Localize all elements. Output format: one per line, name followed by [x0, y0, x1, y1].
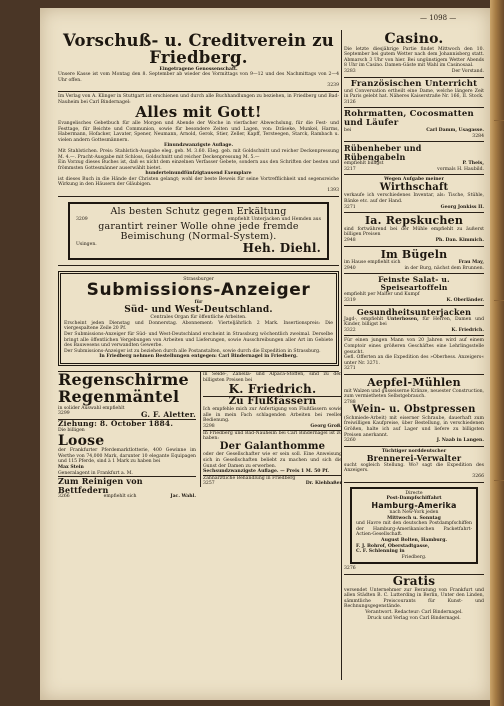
wirthschaft-title: Wirthschaft	[379, 181, 449, 193]
aletter-row	[58, 411, 196, 419]
gott-text3: Ein Vorzug dieses Buches ist, daß es nicht dem einzelnen Verfasser Gebete, sondern aus den Schriften der besten und frömmsten Gottesmänner auserwählt bietet.	[58, 160, 339, 171]
rohrmatten-name: Carl Damm, Usagasse.	[426, 128, 484, 134]
left-column	[58, 30, 342, 688]
repskuchen-row	[344, 238, 484, 244]
casino-ad	[344, 30, 484, 78]
regen-text: in Seide-, Zanella- und Alpaca-Stoffen, sind zu den billigsten Preisen bei	[203, 371, 342, 383]
gratis-footer: Verantwort. Redacteur: Carl Bindernagel.	[365, 610, 463, 616]
gott-bold2: hunderteinundfünfzigtausend Exemplare	[145, 171, 252, 177]
gott-num: 1393	[327, 188, 339, 194]
repskuchen-text: sind fortwährend bei der Mühle empfiehlt zu äußerst billigen Preisen	[344, 226, 484, 238]
diehl-city: Usingen.	[76, 242, 97, 248]
wirthschaft-pre: Wegen Aufgabe meiner	[384, 177, 444, 183]
gott-ad	[58, 92, 339, 197]
gesundheit-name: K. Friedrich.	[451, 327, 484, 333]
hamburg-text: nach New-York jeden	[389, 510, 439, 516]
aepfel-num: 2788	[344, 399, 356, 405]
friedrich-name: K. Friedrich.	[228, 382, 317, 397]
page-number: — 1098 —	[420, 14, 457, 22]
aletter-name: G. F. Aletter.	[141, 410, 196, 420]
aepfel-ad	[344, 375, 484, 447]
obstpressen-title: Wein- u. Obstpressen	[352, 404, 476, 416]
galant-title: Der Galanthomme	[219, 440, 326, 452]
brennerei-num: 3266	[472, 473, 484, 479]
brennerei-title: Brennerei-Verwalter	[366, 453, 462, 464]
brennerei-pre: Tüchtiger norddeutscher	[381, 448, 447, 454]
betten-row	[58, 494, 196, 500]
hamburg-box	[350, 487, 478, 565]
galant-intro: In Friedberg und Bad-Nauheim bei Carl Bindernagel ist zu haben:	[203, 430, 342, 442]
diehl-mid: empfiehlt Unterjacken und Hemden aus	[227, 216, 321, 222]
aepfel-title: Aepfel-Mühlen	[367, 375, 461, 389]
bottom-block	[58, 369, 342, 556]
hamburg-top: Directe	[405, 490, 423, 496]
hamburg-bold: Mittwoch u. Sonntag	[387, 515, 441, 521]
hamburg-ad	[344, 483, 484, 576]
repskuchen-pre: Ia.	[364, 214, 382, 228]
submissions-frame	[58, 271, 339, 366]
book-edge	[490, 0, 504, 706]
repskuchen-name: Ph. Dan. Kimmich.	[435, 237, 484, 243]
franz-title: Französischen Unterricht	[350, 78, 478, 89]
hamburg-title: Hamburg-Amerika	[371, 500, 457, 510]
fluss-title: Zu Flußfässern	[203, 396, 342, 408]
wirthschaft-row	[344, 205, 484, 211]
gesundheit-text2: für Herren, Damen und Kinder, billigst bei	[344, 316, 485, 328]
gratis-title: Gratis	[392, 574, 436, 589]
rohrmatten-num: 3284	[472, 133, 484, 139]
hamburg-num: 3276	[344, 566, 356, 572]
repskuchen-num: 2948	[344, 237, 356, 243]
aletter-num: 3299	[58, 411, 70, 417]
hamburg-loc: Friedberg.	[401, 554, 427, 560]
betten-text: empfiehlt sich	[103, 493, 137, 499]
obstpressen-name: J. Naab in Langen.	[436, 438, 484, 444]
bugeln-name: Frau May,	[458, 260, 484, 266]
bugeln-num: 2940	[344, 265, 356, 271]
vorschuss-num: 3239	[327, 83, 339, 89]
ruben-loc: vormals H. Haubild.	[437, 166, 484, 172]
ruben-num: 3217	[344, 166, 356, 172]
vorschuss-ad	[58, 30, 339, 92]
submissions-sub2: Süd- und West-Deutschland.	[124, 304, 273, 315]
wirthschaft-text: verkaufe ich verschiedenes Inventar, als: Tische, Stühle, Bänke etc. auf der Hand.	[344, 193, 484, 205]
edge-line	[494, 300, 504, 301]
rohrmatten-title: Rohrmatten, Cocosmatten und Läufer	[344, 109, 474, 129]
submissions-agent: In Friedberg nehmen Bestellungen entgegen: Carl Bindernagel in Friedberg.	[99, 354, 298, 360]
gott-text2: Mit Stahlstichen. Preis: Stahlstich-Ausgabe eleg. geb. M. 3.60. Eleg. geb. mit Goldschnitt und reicher Deckenpressung M. 4.—. Pracht-Ausgabe mit Schloss, Goldschnitt und reicher Deckenpressung M. 5.—	[58, 148, 339, 160]
salat-name: K. Oberländer.	[446, 297, 484, 303]
gratis-ad	[344, 575, 484, 621]
bottom-left	[58, 369, 196, 500]
submissions-text3: Der Submissions-Anzeiger ist zu beziehen durch alle Postanstalten, sowie durch die Expedition in Strassburg.	[64, 348, 321, 354]
brennerei-text: sucht sogleich Stellung. Wo? sagt die Expedition des Anzeigers.	[344, 462, 484, 474]
ziehung-loose: Loose	[58, 432, 105, 449]
regenmaentel-title: Regenmäntel	[58, 386, 180, 406]
ruben-name: P. Theis,	[462, 161, 484, 167]
hamburg-top2: Post-Dampfschiffahrt	[386, 496, 442, 502]
arzt-name: Dr. Kiehbaßer	[305, 481, 342, 487]
submissions-text: Erscheint jeden Dienstag und Donnerstag. Abonnement: Vierteljährlich 2 Mark. Insertionspreis: Die viergespaltene Zeile 20 Pf.	[64, 320, 333, 332]
vorschuss-title: Vorschuß- u. Creditverein zu Friedberg.	[63, 31, 334, 68]
betten-name: Jac. Wahl.	[170, 493, 196, 499]
junge-num: 3271	[344, 366, 356, 372]
diehl-footer	[76, 242, 321, 255]
arzt-num: 3257	[203, 481, 215, 487]
diehl-num: 3209	[76, 216, 88, 222]
aepfel-text: mit Walzen und gusseiserne Kränze, neuester Construction, zum vermietheten Selbstgebrauch.	[344, 388, 484, 400]
gesundheit-title: Gesundheitsunterjacken	[356, 307, 472, 318]
vorschuss-text: Unsere Kasse ist vom Montag den 8. September ab wieder des Vormittags von 9—12 und des Nachmittags von 2—4 Uhr offen.	[58, 72, 339, 83]
submissions-top: Strassburger	[183, 276, 214, 282]
hamburg-agent2: C. F. Schlenning in	[356, 549, 405, 555]
submissions-organ: Centrales Organ für öffentliche Arbeiten.	[150, 315, 247, 321]
rohrmatten-ad	[344, 108, 484, 142]
ziehung-text: der Frankfurter Pferdemarktlotterie, 400 Gewinne im Werthe von 74,000 Mark, darunter 10 elegante Equipagen und 115 Pferde, sind à 1 Mark zu haben bei	[58, 448, 196, 465]
column-divider	[341, 30, 342, 680]
vorschuss-subtitle: Eingetragene Genossenschaft.	[159, 66, 238, 72]
diehl-box	[68, 202, 329, 260]
ziehung-sub: Die billigen	[58, 427, 85, 433]
diehl-line3: Beimischung (Normal-System).	[120, 231, 277, 243]
submissions-ad	[58, 266, 339, 372]
diehl-line2: garantirt reiner Wolle ohne jede fremde	[98, 221, 299, 233]
gratis-text: versendet Unternehmer zur Beratung von Frankfurt und allen Städten B. C. Lutterding in Berlin, Unter den Linden, sämmtliche Preiscourants für Kunst- und Rechnungsgegenstände.	[344, 587, 484, 610]
betten-num: 3266	[58, 493, 70, 499]
edge-line	[494, 480, 504, 481]
salat-text: empfiehlt per Malter und Kumpf	[344, 292, 420, 298]
gott-text4: ist dieses Buch in die Hände der Christen gelangt; wohl der beste Beweis für seine Vortrefflichkeit und segensreiche Wirkung in den Häusern der Gläubigen.	[58, 176, 339, 188]
ziehung-name: Max Stein	[58, 464, 84, 470]
gott-intro: Im Verlag von A. Klinger in Stuttgart ist erschienen und durch alle Buchhandlungen zu beziehen, in Friedberg und Bad-Nauheim bei Carl Bindernagel:	[58, 94, 339, 105]
fluss-num: 3298	[203, 424, 215, 430]
gott-bold: Einundzwanzigste Auflage.	[163, 143, 234, 149]
bugeln-loc: in der Burg, nächst dem Brunnen.	[404, 265, 484, 271]
brennerei-ad	[344, 447, 484, 483]
junge-text: Für einen jungen Mann von 20 Jahren wird auf einem Comptoir eines größeren Geschäftes eine Lehrlingsstelle gesucht.	[344, 338, 484, 355]
hamburg-name: August Bolten, Hamburg.	[381, 538, 447, 544]
rohrmatten-text: bei	[344, 128, 352, 134]
ruben-ad	[344, 142, 484, 175]
gesundheit-ad	[344, 306, 484, 336]
obstpressen-row	[344, 438, 484, 444]
gesundheit-row	[344, 328, 484, 334]
junge-text2: Gefl. Offerten an die Expedition des »Oberhess. Anzeigers« unter Nr. 3271.	[344, 355, 484, 366]
arzt-row	[203, 481, 342, 487]
casino-row	[344, 69, 484, 75]
gott-text: Evangelisches Gebetbuch für alle Morgen und Abende der Woche in vierfacher Abwechslung, für die Fest- und Festtage, für Beichte und Communion, sowie für besondere Zeiten und Lagen, von: Dräseke, Munkel, Harms, Habermann, Hofacker, Lavater, Spener, Neumann, Arnold, Gerok, Stier, Zeller, Kapff, Tersteegen, Starck, Rambach u. vielen andern Gottesmännern.	[58, 120, 339, 143]
right-column	[344, 30, 484, 688]
gratis-footer2: Druck und Verlag von Carl Bindernagel.	[367, 615, 461, 621]
junge-ad	[344, 336, 484, 375]
ziehung-title: Ziehung: 8. October 1884.	[58, 419, 196, 428]
franz-num: 3126	[344, 99, 356, 105]
obstpressen-text: (Schmiede-Arbeit) mit eiserner Schraube, dauerhaft zum freiwilligen Kaufpreise, über Bestellung, in verschiedenen Größen, halte ich auf Lager und liefere zu billigsten Preisen anerkannt.	[344, 415, 484, 438]
salat-title: Feinste Salat- u. Speiseartoffeln	[378, 275, 450, 293]
gesundheit-num: 3322	[344, 327, 356, 333]
wirthschaft-ad	[344, 175, 484, 213]
regen-left-text: in solider Auswahl empfiehlt	[58, 405, 125, 411]
betten-title: Zum Reinigen von Bettfedern	[58, 476, 196, 494]
bugeln-title: Im Bügeln	[380, 247, 448, 261]
bottom-right	[200, 372, 342, 487]
repskuchen-title: Repskuchen	[385, 214, 464, 228]
regenschirme-title: Regenschirme	[58, 369, 189, 389]
franz-ad	[344, 78, 484, 109]
galant-text2: Sechsundzwanzigste Auflage. — Preis 1 M. 50 Pf.	[203, 469, 329, 475]
bugeln-ad	[344, 247, 484, 275]
wirthschaft-num: 3271	[344, 204, 356, 210]
casino-num: 3283	[344, 69, 356, 75]
hamburg-agent: F. J. Bohrof, Oberstadtgasse,	[356, 543, 430, 549]
salat-row	[344, 298, 484, 304]
fluss-text: Ich empfehle mich zur Anfertigung von Flußfässern sowie alle in mein Fach schlagenden Arbeiten bei reeller Bedienung.	[203, 407, 342, 424]
gott-title: Alles mit Gott!	[135, 103, 262, 122]
submissions-text2: Der Submissions-Anzeiger für Süd- und West-Deutschland erscheint in Strassburg wöchentlich zweimal. Derselbe bringt alle öffentlichen Vergebungen von Arbeiten und Lieferungen, sowie Ausschreibungen aller Art im Gebiete des Bauwesens und verwandten Gewerbe.	[64, 332, 333, 349]
bugeln-row2	[344, 266, 484, 272]
submissions-title: Submissions-Anzeiger	[86, 280, 311, 301]
gesundheit-line	[344, 317, 484, 328]
repskuchen-ad	[344, 213, 484, 246]
arzt-text: Zahnärztliche Behandlung in Friedberg	[203, 475, 342, 482]
diehl-line1: Als besten Schutz gegen Erkältung	[110, 205, 287, 217]
gesundheit-bold: Unterhosen,	[387, 316, 419, 322]
casino-text: Die letzte diesjährige Partie findet Mittwoch den 10. September bei gutem Wetter nach dem Johannisberg statt. Abmarsch 3 Uhr von hier. Bei ungünstigem Wetter Abends 8 Uhr im Casino. Damen-Gäste mit Wahl im Casinosaal.	[344, 46, 484, 69]
casino-sig: Der Vorstand.	[451, 69, 484, 75]
gesundheit-text: Jagd-, empfiehlt	[344, 316, 384, 322]
ruben-text: empfiehlt billigst	[344, 161, 384, 167]
ruben-title: Rübenheber und Rübengabeln	[344, 143, 422, 162]
obstpressen-num: 3260	[344, 438, 356, 444]
ziehung-loc: Generalagent in Frankfurt a. M.	[58, 470, 133, 476]
fluss-name: Georg Groß.	[310, 424, 342, 430]
submissions-sub1: für	[194, 300, 203, 306]
edge-line	[494, 120, 504, 121]
salat-ad	[344, 274, 484, 306]
diehl-name: Heh. Diehl.	[242, 241, 321, 256]
hamburg-text2: und Havre mit den deutschen Postdampfschiffen der Hamburg-Amerikanischen Packetfahrt-Actien-Gesellschaft.	[356, 521, 472, 538]
salat-num: 3319	[344, 297, 356, 303]
galant-text: oder der Gesellschafter wie er sein soll. Eine Anweisung sich in Gesellschaften beliebt zu machen und sich die Gunst der Damen zu erwerben.	[203, 452, 342, 469]
diehl-ad	[58, 197, 339, 266]
wirthschaft-name: Georg Jonkiss II.	[440, 204, 484, 210]
bugeln-text: im Hause empfiehlt sich	[344, 260, 401, 266]
franz-text: und Conversation ertheilt eine Dame, welche längere Zeit in Paris gelebt hat. Näheres Kaiserstraße Nr. 166, II. Stock.	[344, 88, 484, 100]
repskuchen-heading	[344, 215, 484, 227]
casino-title: Casino.	[384, 31, 444, 47]
ruben-row2	[344, 167, 484, 173]
